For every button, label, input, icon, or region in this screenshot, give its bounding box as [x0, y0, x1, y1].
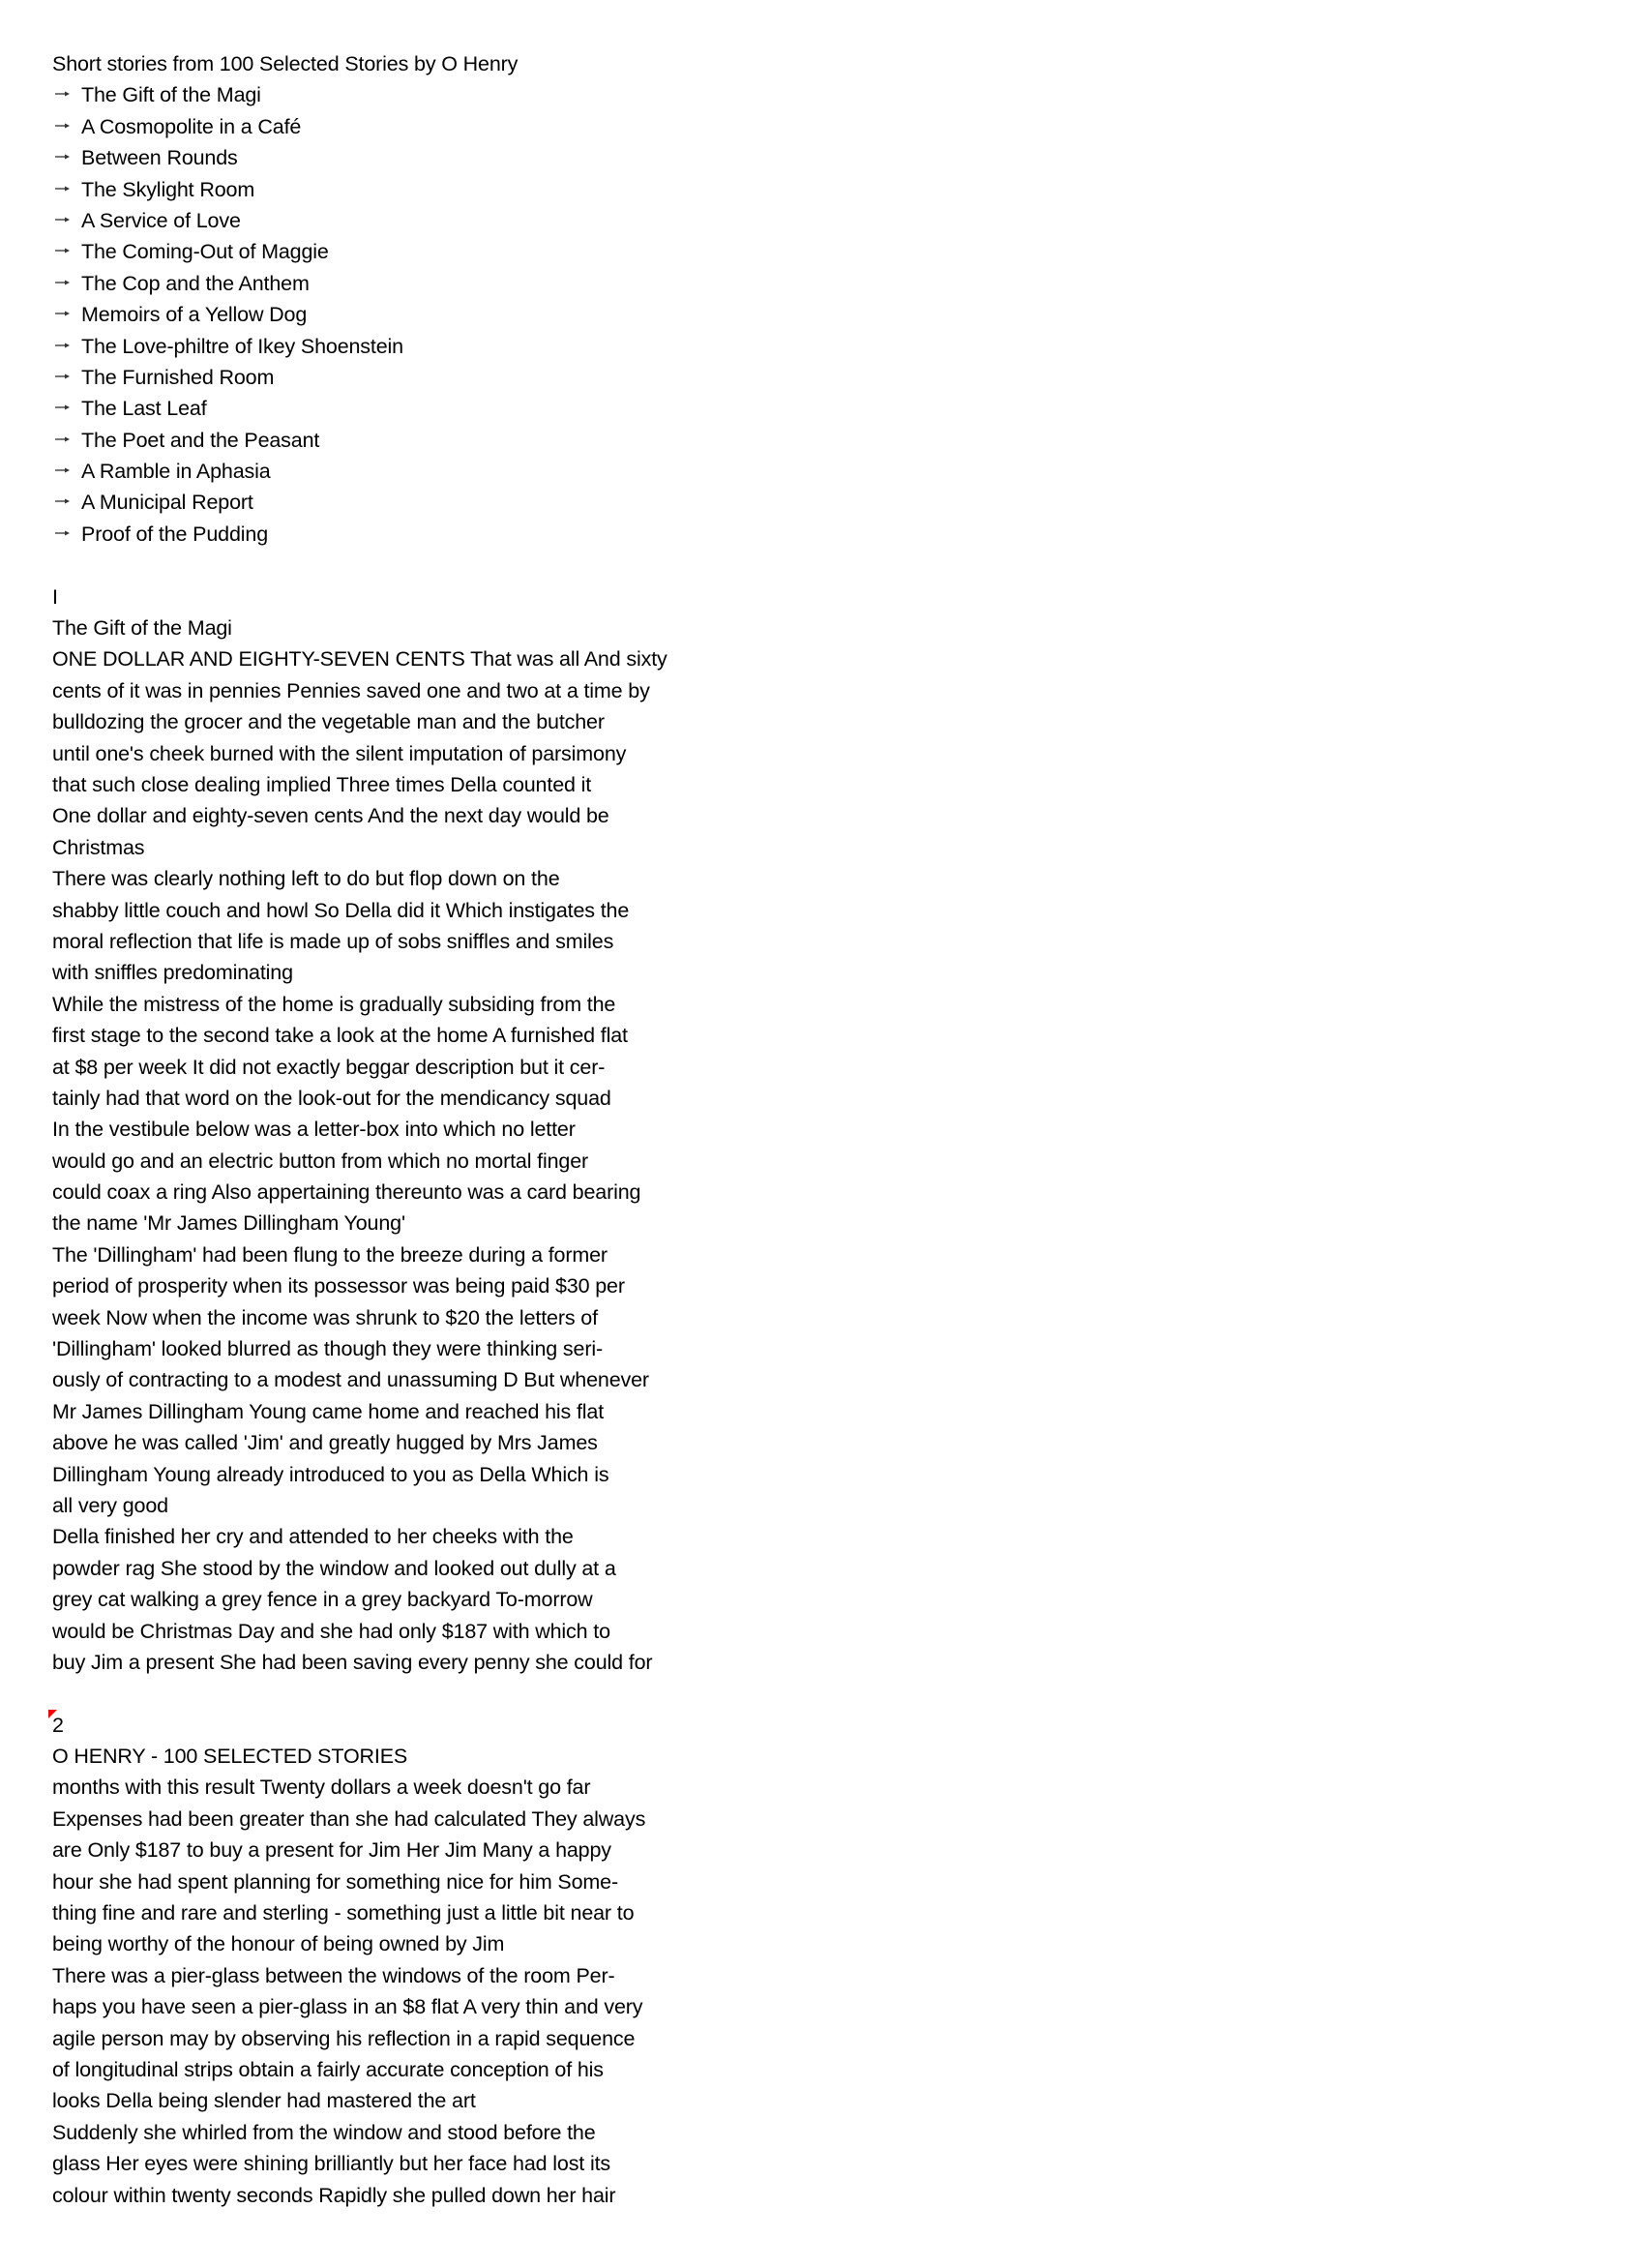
body-line: ONE DOLLAR AND EIGHTY-SEVEN CENTS That was all And sixty [52, 647, 667, 671]
toc-item[interactable] [52, 393, 923, 424]
body-line: powder rag She stood by the window and looked out dully at a [52, 1556, 616, 1580]
toc-item-label[interactable]: A Service of Love [81, 208, 241, 232]
body-line: could coax a ring Also appertaining thereunto was a card bearing [52, 1180, 641, 1205]
toc-item-label[interactable]: Between Rounds [81, 146, 238, 170]
body-line: months with this result Twenty dollars a week doesn't go far [52, 1776, 591, 1800]
body-line: moral reflection that life is made up of sobs sniffles and smiles [52, 929, 614, 953]
annotation-marker-icon[interactable] [48, 1710, 57, 1718]
body-line: above he was called 'Jim' and greatly hugged by Mrs James [52, 1431, 598, 1455]
toc-item[interactable] [52, 268, 923, 299]
body-line: Expenses had been greater than she had calculated They always [52, 1806, 646, 1831]
body-line: are Only $187 to buy a present for Jim Her Jim Many a happy [52, 1838, 611, 1863]
intro-title: Short stories from 100 Selected Stories by O Henry [52, 52, 519, 75]
page-number: 2 [52, 1713, 64, 1737]
body-line: with sniffles predominating [52, 961, 293, 985]
toc-item-label[interactable]: The Cop and the Anthem [81, 271, 310, 295]
toc-item[interactable] [52, 487, 923, 518]
body-line: Mr James Dillingham Young came home and reached his flat [52, 1399, 605, 1423]
body-line: One dollar and eighty-seven cents And the next day would be [52, 804, 609, 828]
body-line: at $8 per week It did not exactly beggar description but it cer- [52, 1055, 606, 1079]
body-line: buy Jim a present She had been saving every penny she could for [52, 1650, 653, 1674]
body-line: week Now when the income was shrunk to $20 the letters of [52, 1305, 598, 1329]
toc-item-label[interactable]: The Last Leaf [81, 397, 207, 421]
toc-item-label[interactable]: The Poet and the Peasant [81, 428, 320, 452]
body-line: ously of contracting to a modest and unassuming D But whenever [52, 1368, 649, 1392]
toc-item[interactable] [52, 174, 923, 205]
toc-item[interactable] [52, 425, 923, 456]
table-of-contents [52, 79, 923, 550]
page-number-line [52, 1710, 923, 1741]
toc-item-label[interactable]: Proof of the Pudding [81, 522, 269, 546]
toc-item-label[interactable]: The Love-philtre of Ikey Shoenstein [81, 334, 403, 358]
toc-item[interactable] [52, 456, 923, 487]
body-line: would be Christmas Day and she had only $187 with which to [52, 1619, 610, 1643]
toc-item-label[interactable]: Memoirs of a Yellow Dog [81, 303, 308, 327]
body-line: all very good [52, 1493, 168, 1517]
toc-item[interactable] [52, 79, 923, 110]
body-line: that such close dealing implied Three times Della counted it [52, 772, 592, 796]
toc-item-label[interactable]: The Coming-Out of Maggie [81, 240, 329, 264]
toc-item-label[interactable]: A Municipal Report [81, 491, 253, 515]
body-line: 'Dillingham' looked blurred as though they were thinking seri- [52, 1337, 603, 1361]
body-line: Dillingham Young already introduced to you as Della Which is [52, 1462, 609, 1486]
toc-item-label[interactable]: A Cosmopolite in a Café [81, 114, 302, 138]
page2-body [52, 1772, 923, 2210]
toc-item[interactable] [52, 331, 923, 362]
body-line: period of prosperity when its possessor was being paid $30 per [52, 1274, 625, 1298]
body-line: until one's cheek burned with the silent imputation of parsimony [52, 741, 627, 765]
body-line: Christmas [52, 835, 145, 859]
body-line: In the vestibule below was a letter-box into which no letter [52, 1118, 576, 1142]
body-line: haps you have seen a pier-glass in an $8 flat A very thin and very [52, 1995, 643, 2019]
body-line: would go and an electric button from which no mortal finger [52, 1149, 589, 1173]
body-line: grey cat walking a grey fence in a grey backyard To-morrow [52, 1588, 593, 1612]
body-line: thing fine and rare and sterling - something just a little bit near to [52, 1901, 635, 1925]
body-line: looks Della being slender had mastered the art [52, 2089, 476, 2113]
body-line: agile person may by observing his reflection in a rapid sequence [52, 2026, 636, 2050]
page1-body [52, 643, 923, 1678]
toc-item[interactable] [52, 236, 923, 267]
document-page [52, 48, 923, 2211]
running-header: O HENRY - 100 SELECTED STORIES [52, 1745, 408, 1769]
body-line: cents of it was in pennies Pennies saved one and two at a time by [52, 678, 650, 702]
spacer [52, 550, 923, 581]
body-line: Suddenly she whirled from the window and stood before the [52, 2120, 596, 2144]
body-line: colour within twenty seconds Rapidly she pulled down her hair [52, 2183, 616, 2207]
toc-item[interactable] [52, 299, 923, 330]
toc-item-label[interactable]: The Furnished Room [81, 365, 275, 389]
toc-item-label[interactable]: The Gift of the Magi [81, 83, 261, 107]
body-line: Della finished her cry and attended to her cheeks with the [52, 1525, 574, 1549]
body-line: While the mistress of the home is gradually subsiding from the [52, 992, 616, 1016]
body-line: tainly had that word on the look-out for the mendicancy squad [52, 1086, 611, 1110]
body-line: being worthy of the honour of being owned by Jim [52, 1932, 505, 1956]
chapter-number: I [52, 584, 58, 609]
toc-item-label[interactable]: A Ramble in Aphasia [81, 460, 271, 484]
toc-item[interactable] [52, 142, 923, 173]
toc-item[interactable] [52, 111, 923, 142]
body-line: There was a pier-glass between the windows of the room Per- [52, 1963, 615, 1987]
body-line: shabby little couch and howl So Della did it Which instigates the [52, 898, 630, 922]
toc-item[interactable] [52, 205, 923, 236]
toc-item-label[interactable]: The Skylight Room [81, 177, 255, 201]
body-line: glass Her eyes were shining brilliantly but her face had lost its [52, 2152, 611, 2176]
body-line: The 'Dillingham' had been flung to the breeze during a former [52, 1242, 608, 1267]
body-line: bulldozing the grocer and the vegetable man and the butcher [52, 710, 605, 734]
toc-item[interactable] [52, 519, 923, 550]
body-line: first stage to the second take a look at the home A furnished flat [52, 1024, 628, 1048]
body-line: the name 'Mr James Dillingham Young' [52, 1211, 405, 1236]
body-line: of longitudinal strips obtain a fairly accurate conception of his [52, 2058, 604, 2081]
page-break-spacer [52, 1678, 923, 1709]
toc-item[interactable] [52, 362, 923, 393]
body-line: There was clearly nothing left to do but flop down on the [52, 867, 560, 891]
body-line: hour she had spent planning for something nice for him Some- [52, 1869, 618, 1894]
chapter-title: The Gift of the Magi [52, 616, 232, 641]
